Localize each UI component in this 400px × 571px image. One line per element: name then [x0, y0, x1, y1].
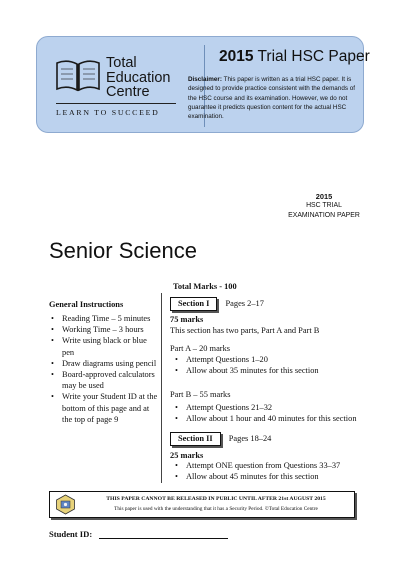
part-b-bullet: • Attempt Questions 21–32	[170, 403, 357, 414]
security-period-notice: This paper is used with the understanding that it has a Security Period. ©Total Education Centre	[114, 506, 318, 512]
paper-title	[219, 48, 370, 66]
subject-title: Senior Science	[49, 238, 197, 263]
part-b-title: Part B – 55 marks	[170, 390, 231, 399]
section-1-label: Section I	[170, 297, 217, 311]
logo-divider	[56, 103, 176, 104]
instruction-item: • Working Time – 3 hours	[49, 324, 159, 335]
instruction-item: • Write your Student ID at the bottom of this page and at the top of page 9	[49, 391, 159, 425]
header-banner	[36, 36, 370, 133]
security-notice-box	[49, 491, 355, 518]
disclaimer	[188, 75, 358, 121]
security-emblem-icon	[55, 494, 76, 515]
release-notice: THIS PAPER CANNOT BE RELEASED IN PUBLIC UNTIL AFTER 21st AUGUST 2015	[106, 496, 326, 502]
section-2-bullet: • Attempt ONE question from Questions 33–37	[170, 461, 340, 472]
general-instructions-heading: General Instructions	[49, 300, 124, 309]
exam-label-line: HSC TRIAL	[306, 202, 342, 210]
part-b-bullets	[170, 403, 357, 424]
instruction-item: • Draw diagrams using pencil	[49, 358, 159, 369]
part-a-bullet: • Allow about 35 minutes for this section	[170, 366, 319, 377]
disclaimer-text: This paper is written as a trial HSC paper. It is designed to provide practice consistent with the demands of the HSC course and its examination. However, we do not guarantee it predicts question content for the actual HSC examination.	[188, 76, 355, 121]
section-1-header	[170, 297, 264, 311]
student-id-field[interactable]	[99, 538, 228, 539]
logo-name	[106, 56, 186, 100]
instruction-item: • Board-approved calculators may be used	[49, 369, 159, 391]
exam-year: 2015	[315, 192, 333, 201]
section-2-bullet: • Allow about 45 minutes for this section	[170, 472, 340, 483]
logo-name-line: Total	[106, 55, 137, 71]
section-2-bullets	[170, 461, 340, 482]
part-a-bullets	[170, 355, 319, 376]
column-divider	[161, 293, 162, 483]
exam-label-line: EXAMINATION PAPER	[288, 211, 360, 219]
general-instructions-list	[49, 313, 159, 425]
student-id-label: Student ID:	[49, 529, 93, 539]
part-a-bullet: • Attempt Questions 1–20	[170, 355, 319, 366]
instruction-item: • Reading Time – 5 minutes	[49, 313, 159, 324]
paper-year: 2015	[219, 48, 254, 65]
logo-tagline: LEARN TO SUCCEED	[56, 108, 160, 117]
section-2-pages: Pages 18–24	[228, 434, 272, 443]
paper-title-text: Trial HSC Paper	[257, 48, 370, 65]
total-education-centre-logo	[55, 53, 195, 133]
exam-label	[284, 192, 364, 220]
section-1-pages: Pages 2–17	[225, 299, 264, 308]
disclaimer-label: Disclaimer:	[188, 76, 222, 83]
section-1-description: This section has two parts, Part A and Part B	[170, 326, 320, 335]
section-2-header	[170, 432, 271, 446]
section-2-marks: 25 marks	[170, 451, 204, 460]
section-2-label: Section II	[170, 432, 221, 446]
open-book-icon	[55, 55, 101, 95]
part-b-bullet: • Allow about 1 hour and 40 minutes for this section	[170, 414, 357, 425]
part-a-title: Part A – 20 marks	[170, 344, 231, 353]
logo-name-line: Centre	[106, 84, 150, 100]
section-1-marks: 75 marks	[170, 315, 204, 324]
logo-name-line: Education	[106, 69, 171, 86]
total-marks: Total Marks - 100	[173, 282, 237, 291]
instruction-item: • Write using black or blue pen	[49, 335, 159, 357]
